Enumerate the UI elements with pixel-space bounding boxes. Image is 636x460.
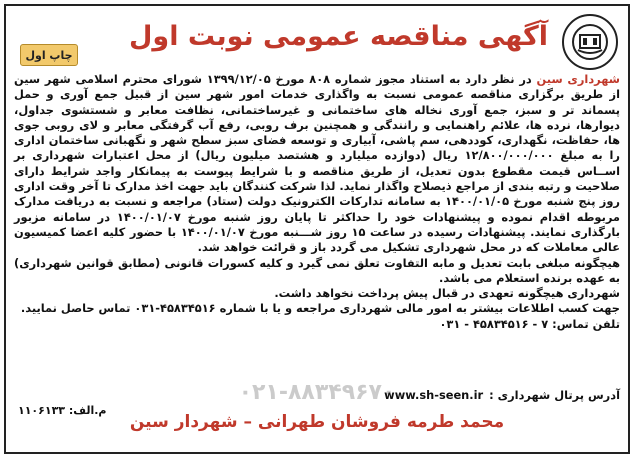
- org-name: شهرداری سین: [536, 72, 620, 86]
- paragraph-prepayment: شهرداری هیچگونه تعهدی در قبال پیش پرداخت نخواهد داشت.: [274, 286, 620, 301]
- paragraph-main-text: در نظر دارد به استناد مجوز شماره ۸۰۸ مورخ ۱۳۹۹/۱۲/۰۵ شورای محترم اسلامی شهر سین از طریق برگزاری مناقصه عمومی نسبت به واگذاری خدمات امور شهر سین از قبیل جمع آوری و حمل پسماند تر و سبز، جمع آوری نخاله های ساختمانی و غیرساختمانی، نظافت معابر و شستشوی جداول، دیوارها، نرده ها، علائم راهنمایی و رانندگی و همچنین برف روبی، رفع آب گرفتگی معابر و لای روبی جوی ها، حفاظت، نگهداری، کوددهی، سم پاشی، آبیاری و توسعه فضای سبز سطح شهر و نگهبانی ساختمان اداری را به مبلغ ۱۲/۸۰۰/۰۰۰/۰۰۰ ریال (دوازده میلیارد و هشتصد میلیون ریال) از محل اعتبارات شهرداری بر اســاس قیمت مقطوع بدون تعدیل، از طریق مناقصه و با شرایط پیوست به پیمانکار واجد شرایط دارای صلاحیت و رتبه بندی از مراجع ذیصلاح واگذار نماید. لذا شرکت کنندگان باید جهت اخذ مدارک تا آخر وقت اداری روز پنج شنبه مورخ ۱۴۰۰/۰۱/۰۵ به سامانه تدارکات الکترونیک دولت (ستاد) مراجعه و نسبت به دریافت مدارک مربوطه اقدام نموده و پیشنهادات خود را حداکثر تا پایان روز شنبه مورخ ۱۴۰۰/۰۱/۰۷ در سامانه مزبور بارگذاری نمایند. پیشنهادات رسیده در ساعت ۱۵ روز شـــنبه مورخ ۱۴۰۰/۰۱/۰۷ با حضور کلیه اعضا کمیسیون عالی معاملات که در محل شهرداری تشکیل می گردد باز و قرائت خواهد شد.: [14, 72, 620, 255]
- mayor-signature: محمد طرمه فروشان طهرانی – شهردار سین: [129, 412, 505, 432]
- address-label: آدرس پرتال شهرداری :: [489, 388, 620, 402]
- paragraph-info: جهت کسب اطلاعات بیشتر به امور مالی شهرداری مراجعه و یا با شماره ۴۵۸۳۴۵۱۶-۰۳۱ تماس حاصل نمایید.: [20, 301, 620, 316]
- reference-code: م.الف: ۱۱۰۶۱۳۳: [18, 404, 107, 417]
- paragraph-adjustment: هیچگونه مبلغی بابت تعدیل و مابه التفاوت تعلق نمی گیرد و کلیه کسورات قانونی (مطابق قوانین شهرداری) به عهده برنده استعلام می باشد.: [14, 255, 620, 285]
- notice-body: [14, 72, 620, 332]
- address-url[interactable]: www.sh-seen.ir: [384, 388, 484, 402]
- print-badge: چاپ اول: [20, 44, 78, 66]
- paragraph-main: [14, 72, 620, 256]
- background-phone-number: ۰۲۱-۸۸۳۴۹۶۷۰: [238, 380, 396, 405]
- notice-title: آگهی مناقصه عمومی نوبت اول: [129, 21, 548, 52]
- municipality-logo: [562, 14, 618, 70]
- emblem-icon: [570, 22, 610, 62]
- phone-line: تلفن تماس: ۷ - ۴۵۸۳۴۵۱۶ - ۰۳۱: [439, 316, 620, 331]
- notice-page: [4, 4, 630, 454]
- portal-address: [14, 388, 620, 402]
